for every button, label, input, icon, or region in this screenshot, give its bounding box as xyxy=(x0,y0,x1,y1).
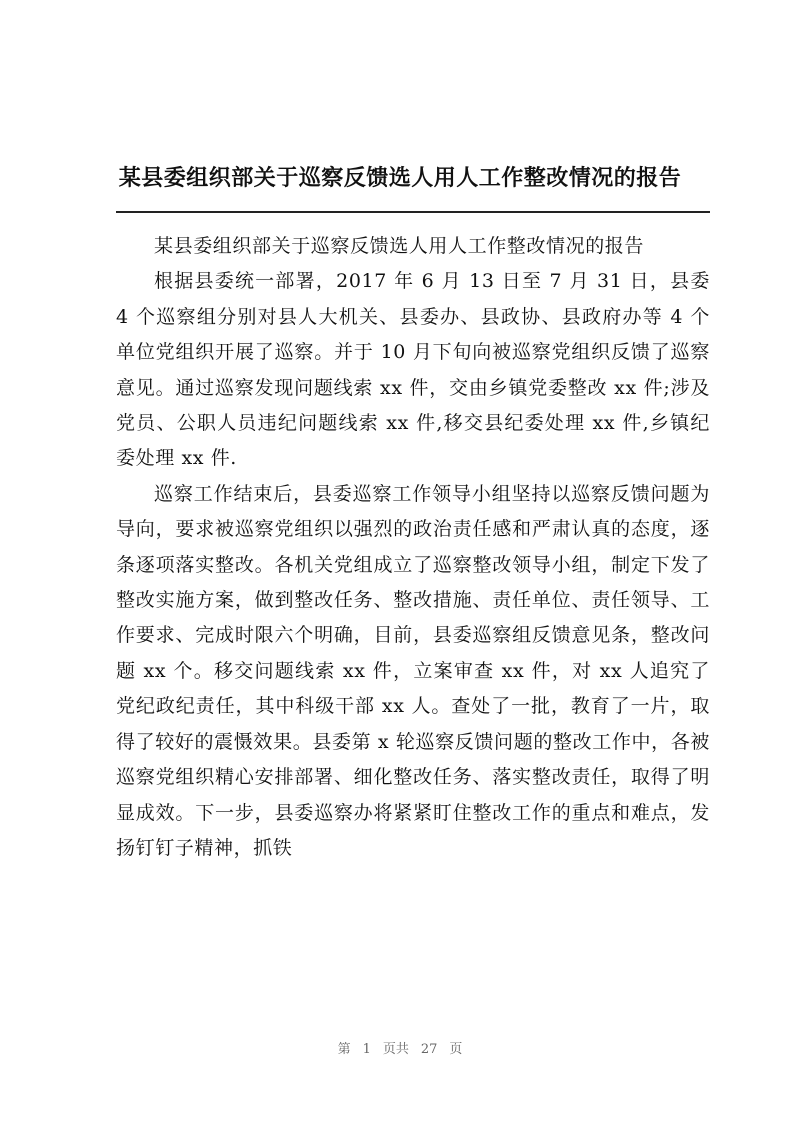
document-body xyxy=(116,229,710,866)
footer-mid: 页共 xyxy=(382,1042,409,1057)
title-divider xyxy=(116,211,710,213)
document-title: 某县委组织部关于巡察反馈选人用人工作整改情况的报告 xyxy=(118,165,682,191)
footer-page-number: 1 xyxy=(362,1042,371,1057)
paragraph-1: 某县委组织部关于巡察反馈选人用人工作整改情况的报告 xyxy=(154,235,645,257)
paragraph-2: 根据县委统一部署，2017 年 6 月 13 日至 7 月 31 日，县委 4 个巡察组分别对县人大机关、县委办、县政协、县政府办等 4 个单位党组织开展了巡察。并于 10 月下旬向被巡察党组织反馈了巡察意见。通过巡察发现问题线索 xx 件，交由乡镇党委整改 xx 件;涉及党员、公职人员违纪问题线索 xx 件,移交县纪委处理 xx 件,乡镇纪委处理 xx 件. xyxy=(116,270,710,470)
paragraph-3: 巡察工作结束后，县委巡察工作领导小组坚持以巡察反馈问题为导向，要求被巡察党组织以强烈的政治责任感和严肃认真的态度，逐条逐项落实整改。各机关党组成立了巡察整改领导小组，制定下发了整改实施方案，做到整改任务、整改措施、责任单位、责任领导、工作要求、完成时限六个明确，目前，县委巡察组反馈意见条，整改问题 xx 个。移交问题线索 xx 件，立案审查 xx 件，对 xx 人追究了党纪政纪责任，其中科级干部 xx 人。查处了一批，教育了一片，取得了较好的震慑效果。县委第 x 轮巡察反馈问题的整改工作中，各被巡察党组织精心安排部署、细化整改任务、落实整改责任，取得了明显成效。下一步，县委巡察办将紧紧盯住整改工作的重点和难点，发扬钉钉子精神，抓铁 xyxy=(116,482,710,859)
footer-suffix: 页 xyxy=(449,1042,463,1057)
page-footer xyxy=(0,1038,800,1057)
footer-total-pages: 27 xyxy=(420,1042,438,1057)
footer-prefix: 第 xyxy=(337,1042,351,1057)
